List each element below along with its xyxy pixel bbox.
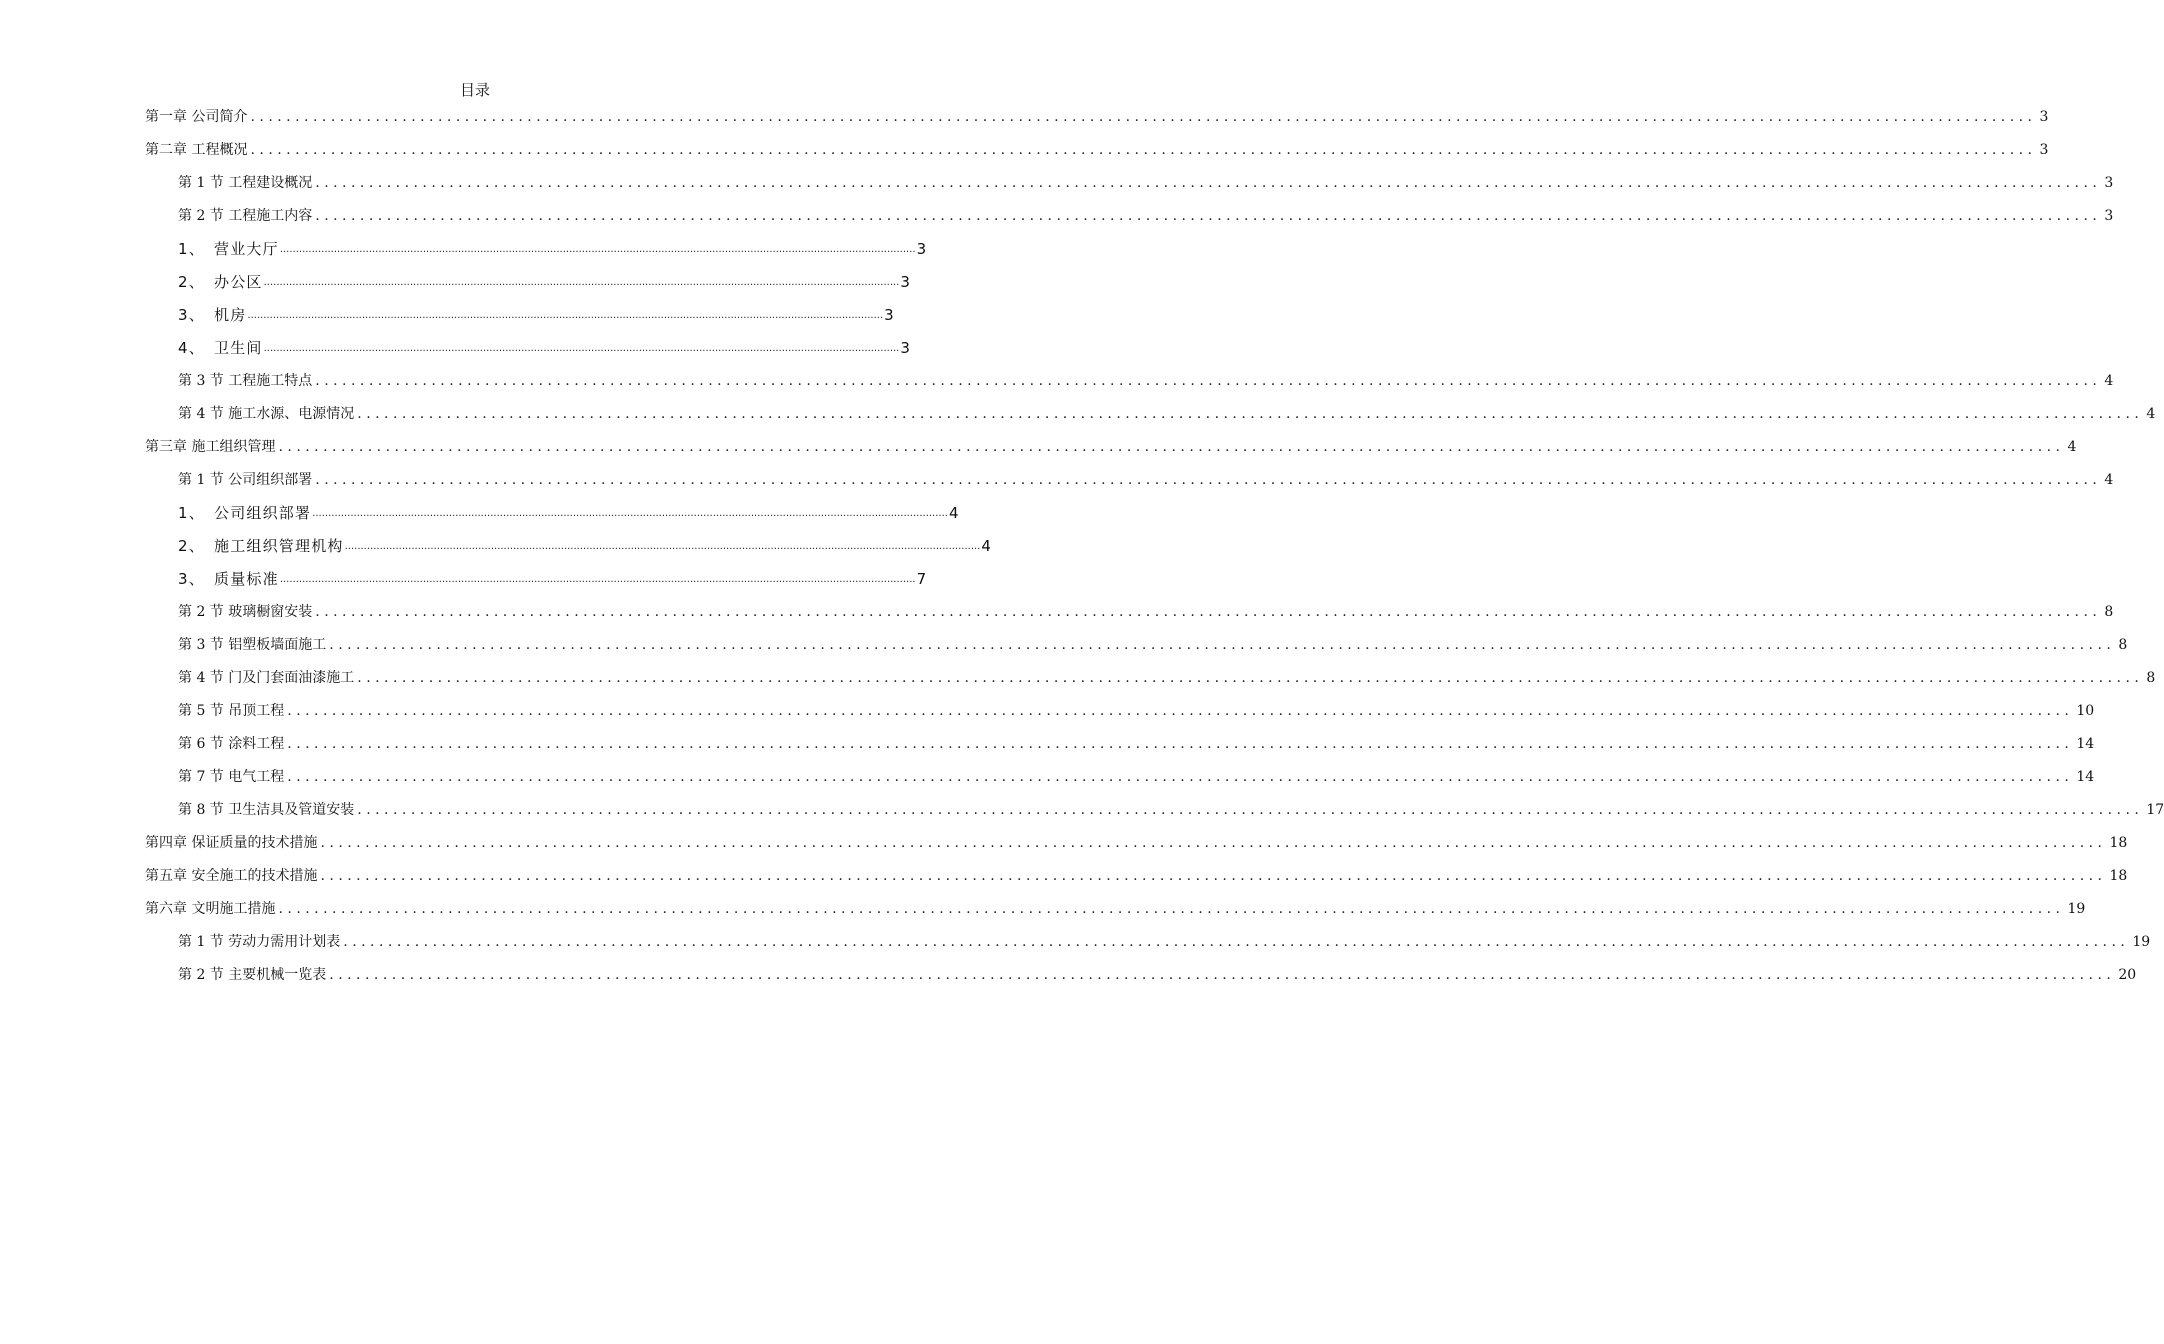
toc-entry-page: 10 (2076, 703, 2095, 719)
toc-entry[interactable] (178, 238, 928, 260)
toc-entry-page: 8 (2118, 637, 2128, 653)
toc-entry-label (178, 271, 263, 293)
toc-entry-page: 17 (2146, 802, 2164, 818)
toc-entry-page: 4 (2146, 406, 2156, 422)
toc-entry-label: 第 3 节 工程施工特点 (178, 373, 313, 389)
toc-entry-label: 第 3 节 铝塑板墙面施工 (178, 637, 327, 653)
toc-entry-number: 1、 (178, 240, 205, 258)
toc-entry-page: 19 (2067, 901, 2086, 917)
toc-entry[interactable] (178, 205, 2114, 227)
dot-leader: ........................................................................................................................................................................................................ (357, 670, 2144, 686)
toc-entry-label: 第 4 节 门及门套面油漆施工 (178, 670, 355, 686)
dot-leader: ........................................................................................................................................................................................................ (250, 109, 2037, 125)
toc-entry-label: 第六章 文明施工措施 (145, 901, 276, 917)
toc-entry[interactable] (178, 799, 2164, 821)
toc-entry-label: 第 1 节 劳动力需用计划表 (178, 934, 341, 950)
toc-entry[interactable] (178, 172, 2114, 194)
toc-entry[interactable] (145, 436, 2077, 458)
toc-entry[interactable] (145, 898, 2086, 920)
dot-leader: ........................................................................................................................................................................................................ (315, 175, 2102, 191)
toc-entry-label: 第四章 保证质量的技术措施 (145, 835, 318, 851)
toc-entry[interactable] (178, 535, 993, 557)
dot-leader: ........................................................................................................................................................................................................ (344, 541, 981, 552)
dot-leader: ........................................................................................................................................................................................................ (320, 868, 2107, 884)
dot-leader: ........................................................................................................................................................................................................ (329, 637, 2116, 653)
dot-leader: ........................................................................................................................................................................................................ (279, 244, 916, 255)
toc-entry[interactable] (178, 370, 2114, 392)
toc-entry[interactable] (178, 403, 2156, 425)
toc-entry-label (178, 337, 263, 359)
toc-entry[interactable] (145, 106, 2049, 128)
toc-entry[interactable] (178, 931, 2151, 953)
toc-entry-page: 4 (2067, 439, 2077, 455)
toc-entry-label: 第二章 工程概况 (145, 142, 248, 158)
toc-entry[interactable] (145, 139, 2049, 161)
toc-entry-page: 3 (2104, 175, 2114, 191)
toc-entry[interactable] (178, 469, 2114, 491)
toc-entry-page: 18 (2109, 835, 2128, 851)
dot-leader: ........................................................................................................................................................................................................ (278, 901, 2065, 917)
toc-entry-page: 7 (916, 570, 928, 588)
toc-entry[interactable] (178, 634, 2128, 656)
toc-entry-page: 3 (2039, 142, 2049, 158)
toc-entry-page: 3 (2039, 109, 2049, 125)
dot-leader: ........................................................................................................................................................................................................ (315, 208, 2102, 224)
toc-entry-text: 卫生间 (214, 339, 263, 357)
dot-leader: ........................................................................................................................................................................................................ (343, 934, 2130, 950)
dot-leader: ........................................................................................................................................................................................................ (320, 835, 2107, 851)
toc-entry-page: 14 (2076, 736, 2095, 752)
dot-leader: ........................................................................................................................................................................................................ (312, 508, 948, 519)
toc-entry-page: 8 (2104, 604, 2114, 620)
toc-entry-text: 质量标准 (214, 570, 279, 588)
dot-leader: ........................................................................................................................................................................................................ (315, 472, 2102, 488)
dot-leader: ........................................................................................................................................................................................................ (250, 142, 2037, 158)
toc-entry[interactable] (178, 700, 2095, 722)
toc-entry-page: 8 (2146, 670, 2156, 686)
toc-entry-label: 第 8 节 卫生洁具及管道安装 (178, 802, 355, 818)
dot-leader: ........................................................................................................................................................................................................ (357, 802, 2144, 818)
toc-entry-page: 4 (981, 537, 993, 555)
dot-leader: ........................................................................................................................................................................................................ (287, 736, 2074, 752)
toc-entry-text: 机房 (214, 306, 247, 324)
dot-leader: ........................................................................................................................................................................................................ (315, 604, 2102, 620)
toc-entry-page: 3 (900, 339, 912, 357)
toc-entry-label (178, 304, 246, 326)
dot-leader: ........................................................................................................................................................................................................ (315, 373, 2102, 389)
toc-entry-number: 2、 (178, 537, 205, 555)
dot-leader: ........................................................................................................................................................................................................ (247, 310, 884, 321)
toc-entry-number: 2、 (178, 273, 205, 291)
dot-leader: ........................................................................................................................................................................................................ (278, 439, 2065, 455)
toc-entry-label (178, 568, 279, 590)
toc-title: 目录 (459, 81, 490, 99)
toc-entry-page: 4 (2104, 373, 2114, 389)
toc-entry-label: 第 2 节 工程施工内容 (178, 208, 313, 224)
toc-entry-page: 19 (2132, 934, 2151, 950)
toc-entry-page: 4 (2104, 472, 2114, 488)
toc-entry-page: 3 (900, 273, 912, 291)
toc-entry-text: 营业大厅 (214, 240, 279, 258)
toc-entry-page: 14 (2076, 769, 2095, 785)
toc-entry-text: 施工组织管理机构 (214, 537, 344, 555)
toc-entry[interactable] (178, 667, 2156, 689)
dot-leader: ........................................................................................................................................................................................................ (263, 277, 900, 288)
toc-entry-page: 18 (2109, 868, 2128, 884)
toc-entry-page: 3 (884, 306, 895, 324)
toc-entry-label: 第 5 节 吊顶工程 (178, 703, 285, 719)
dot-leader: ........................................................................................................................................................................................................ (357, 406, 2144, 422)
toc-entry[interactable] (178, 568, 928, 590)
dot-leader: ........................................................................................................................................................................................................ (329, 967, 2116, 983)
dot-leader: ........................................................................................................................................................................................................ (287, 703, 2074, 719)
toc-entry-text: 办公区 (214, 273, 263, 291)
toc-entry-page: 4 (948, 504, 960, 522)
toc-entry-number: 3、 (178, 570, 205, 588)
toc-entry-label: 第 1 节 公司组织部署 (178, 472, 313, 488)
toc-entry-label: 第一章 公司简介 (145, 109, 248, 125)
toc-entry-label (178, 238, 279, 260)
toc-entry[interactable] (145, 865, 2128, 887)
toc-entry[interactable] (178, 964, 2137, 986)
toc-entry-number: 4、 (178, 339, 205, 357)
toc-entry-label: 第 4 节 施工水源、电源情况 (178, 406, 355, 422)
toc-entry-page: 20 (2118, 967, 2137, 983)
toc-entry[interactable] (178, 304, 895, 326)
toc-entry-page: 3 (2104, 208, 2114, 224)
dot-leader: ........................................................................................................................................................................................................ (263, 343, 900, 354)
toc-entry[interactable] (178, 766, 2095, 788)
toc-entry[interactable] (178, 733, 2095, 755)
toc-entry-label: 第 6 节 涂料工程 (178, 736, 285, 752)
toc-entry-text: 公司组织部署 (214, 504, 312, 522)
toc-entry-label: 第 7 节 电气工程 (178, 769, 285, 785)
dot-leader: ........................................................................................................................................................................................................ (287, 769, 2074, 785)
toc-entry-page: 3 (916, 240, 928, 258)
toc-entry-label (178, 535, 344, 557)
toc-entry-number: 1、 (178, 504, 205, 522)
toc-entry[interactable] (178, 271, 912, 293)
toc-entry-label: 第 1 节 工程建设概况 (178, 175, 313, 191)
toc-entry[interactable] (145, 832, 2128, 854)
toc-entry[interactable] (178, 601, 2114, 623)
toc-entry-label: 第 2 节 主要机械一览表 (178, 967, 327, 983)
toc-entry-label: 第五章 安全施工的技术措施 (145, 868, 318, 884)
toc-entry-label (178, 502, 311, 524)
toc-entry[interactable] (178, 337, 912, 359)
dot-leader: ........................................................................................................................................................................................................ (279, 574, 916, 585)
toc-entry-label: 第三章 施工组织管理 (145, 439, 276, 455)
toc-entry-number: 3、 (178, 306, 205, 324)
toc-entry-label: 第 2 节 玻璃橱窗安装 (178, 604, 313, 620)
toc-entry[interactable] (178, 502, 960, 524)
